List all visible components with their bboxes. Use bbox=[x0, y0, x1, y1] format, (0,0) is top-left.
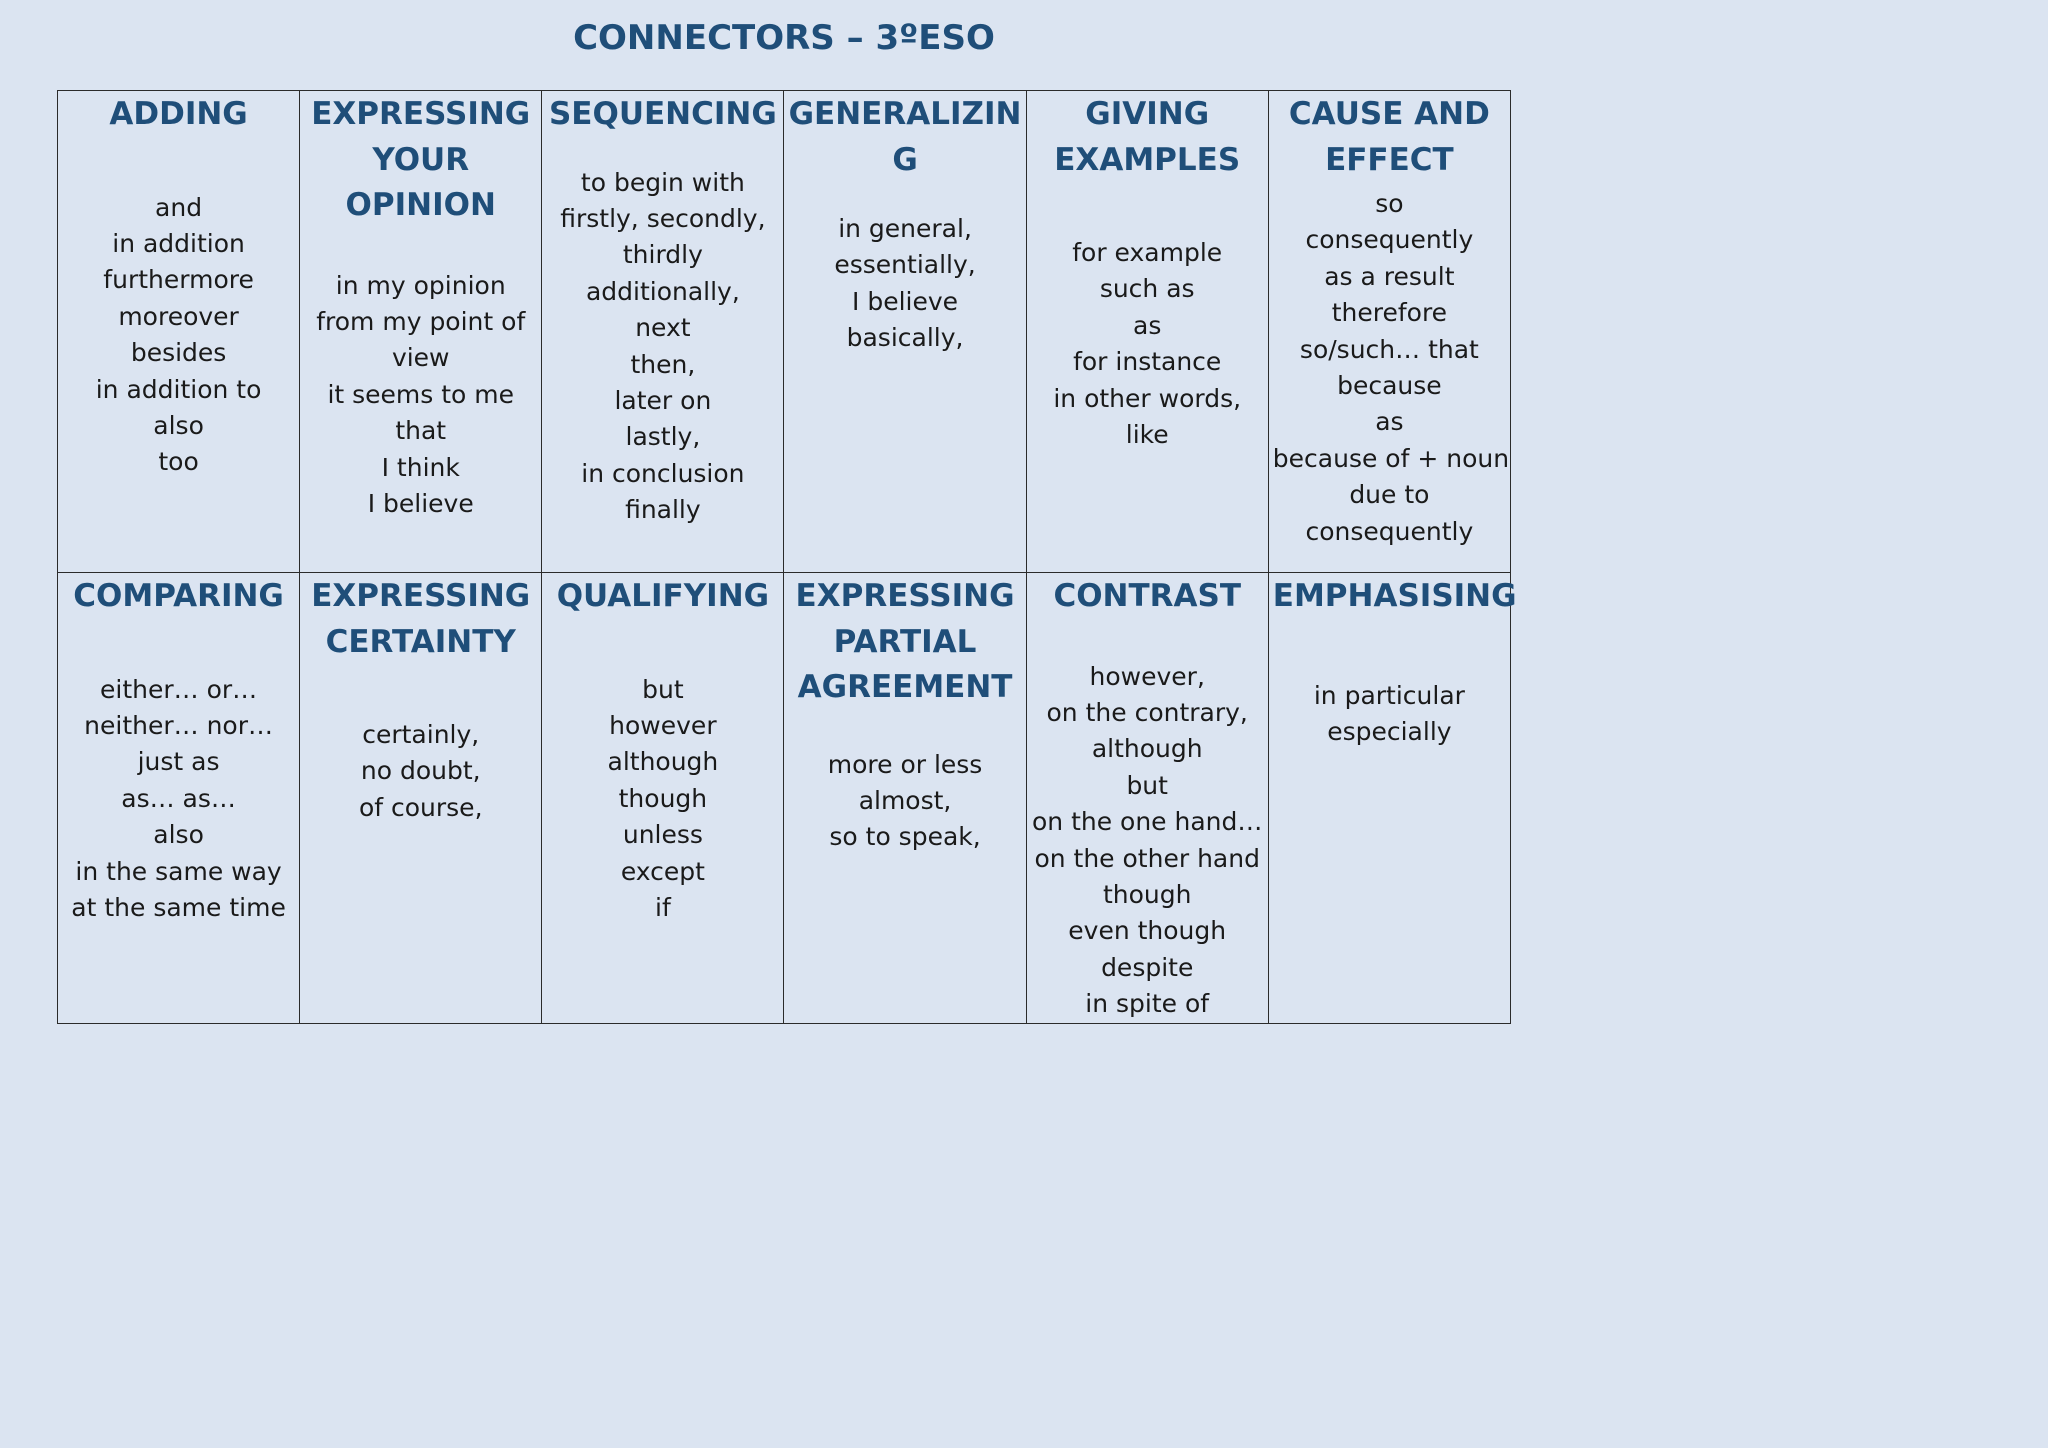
connector-item: because bbox=[1337, 371, 1442, 401]
connector-item: next bbox=[635, 313, 691, 343]
category-cell-generalizin-g bbox=[784, 91, 1026, 573]
category-heading bbox=[62, 574, 295, 620]
connector-item: also bbox=[153, 820, 204, 850]
category-heading bbox=[788, 92, 1021, 183]
category-cell-emphasising bbox=[1268, 573, 1517, 1024]
connector-item: especially bbox=[1327, 716, 1452, 746]
connector-item: in particular bbox=[1313, 680, 1465, 710]
connector-item: such as bbox=[1099, 274, 1195, 304]
category-heading bbox=[62, 92, 295, 138]
connector-item: in addition to bbox=[95, 374, 262, 404]
category-heading-line: YOUR bbox=[372, 141, 470, 178]
connector-item: in general, bbox=[838, 214, 972, 243]
connector-item: although bbox=[607, 747, 719, 777]
category-heading-line: SEQUENCING bbox=[548, 96, 777, 132]
connector-item: furthermore bbox=[103, 265, 254, 295]
connector-item: finally bbox=[625, 495, 701, 525]
connector-item: from my point of bbox=[316, 306, 526, 336]
connector-list bbox=[304, 268, 537, 523]
category-cell-expressing-partial-agreement bbox=[784, 573, 1026, 1024]
connector-item: on the contrary, bbox=[1046, 697, 1248, 727]
connector-item: consequently bbox=[1305, 225, 1474, 255]
connector-item: as… as… bbox=[121, 783, 236, 813]
connector-item: also bbox=[153, 410, 204, 440]
connector-item: firstly, secondly, bbox=[560, 203, 766, 233]
connector-item: too bbox=[158, 447, 199, 477]
connector-item: I think bbox=[381, 452, 460, 482]
connector-item: to begin with bbox=[580, 167, 745, 197]
category-heading bbox=[546, 92, 779, 138]
connector-item: in conclusion bbox=[581, 458, 745, 488]
connector-item: so/such… that bbox=[1299, 334, 1479, 364]
category-heading-line: EXPRESSING bbox=[311, 578, 531, 614]
connector-item: besides bbox=[130, 338, 227, 368]
category-heading-line: PARTIAL bbox=[833, 623, 977, 660]
connector-item: as bbox=[1133, 310, 1162, 340]
connector-item: because of + noun bbox=[1272, 443, 1510, 473]
connector-item: though bbox=[1102, 879, 1192, 909]
category-cell-cause-and-effect bbox=[1268, 91, 1510, 573]
connector-item: no doubt, bbox=[360, 756, 481, 786]
connector-item: essentially, bbox=[834, 250, 976, 280]
category-heading-line: EXPRESSING bbox=[795, 578, 1015, 614]
connector-list bbox=[788, 211, 1021, 357]
connector-item: even though bbox=[1068, 916, 1227, 946]
category-cell-comparing bbox=[58, 573, 300, 1024]
connector-list bbox=[1031, 659, 1264, 1023]
category-heading-line: GIVING bbox=[1085, 96, 1210, 132]
category-heading-line: EFFECT bbox=[1325, 141, 1454, 178]
connector-item: of course, bbox=[358, 792, 483, 822]
connector-item: if bbox=[655, 892, 671, 922]
category-heading-line: G bbox=[892, 141, 918, 178]
category-heading-line: QUALIFYING bbox=[556, 578, 770, 614]
category-heading-line: AGREEMENT bbox=[797, 669, 1013, 705]
category-heading bbox=[1272, 574, 1517, 620]
connector-item: moreover bbox=[118, 301, 239, 331]
connector-item: on the one hand… bbox=[1031, 807, 1263, 837]
category-heading-line: EXAMPLES bbox=[1054, 141, 1241, 178]
connector-item: except bbox=[620, 856, 705, 886]
connector-item: lastly, bbox=[625, 422, 701, 452]
connector-item: thirdly bbox=[622, 240, 703, 270]
category-heading-line: EMPHASISING bbox=[1272, 578, 1517, 614]
connector-item: more or less bbox=[827, 749, 983, 779]
connector-item: that bbox=[395, 416, 447, 446]
connector-item: at the same time bbox=[71, 892, 286, 922]
connector-item: therefore bbox=[1331, 298, 1448, 328]
table-row bbox=[58, 573, 1511, 1024]
connectors-table-body bbox=[58, 91, 1517, 1024]
connector-item: in the same way bbox=[75, 856, 282, 886]
connector-item: like bbox=[1125, 420, 1169, 450]
category-cell-qualifying bbox=[542, 573, 784, 1024]
connector-item: due to bbox=[1349, 480, 1430, 510]
category-cell-giving-examples bbox=[1026, 91, 1268, 573]
category-cell-adding bbox=[58, 91, 300, 573]
connector-item: just as bbox=[137, 747, 220, 777]
connector-item: on the other hand bbox=[1034, 843, 1260, 873]
connector-item: basically, bbox=[846, 323, 964, 353]
connector-list bbox=[62, 672, 295, 927]
connector-item: it seems to me bbox=[327, 379, 515, 409]
connector-item: for instance bbox=[1073, 347, 1222, 377]
connector-item: certainly, bbox=[362, 720, 480, 749]
category-heading bbox=[788, 574, 1021, 711]
connector-item: in spite of bbox=[1085, 989, 1210, 1019]
connector-item: either… or… bbox=[100, 674, 258, 704]
category-heading-line: GENERALIZIN bbox=[788, 96, 1022, 132]
category-heading-line: CONTRAST bbox=[1053, 578, 1241, 614]
connector-list bbox=[788, 747, 1021, 856]
category-heading-line: COMPARING bbox=[73, 578, 284, 614]
connector-list bbox=[546, 165, 779, 529]
connector-item: but bbox=[1126, 770, 1168, 800]
category-heading bbox=[1031, 92, 1264, 183]
connector-list bbox=[304, 717, 537, 826]
connector-list bbox=[1273, 678, 1506, 751]
category-heading-line: ADDING bbox=[109, 96, 248, 132]
connector-list bbox=[62, 190, 295, 481]
connector-list bbox=[1272, 186, 1510, 550]
category-heading bbox=[304, 574, 537, 665]
page-title: CONNECTORS – 3ºESO bbox=[573, 18, 995, 58]
connector-item: almost, bbox=[858, 785, 952, 815]
connector-item: so to speak, bbox=[829, 822, 981, 852]
category-cell-expressing-your-opinion bbox=[300, 91, 542, 573]
connector-item: in other words, bbox=[1053, 383, 1242, 413]
connector-item: later on bbox=[614, 385, 712, 415]
connector-item: consequently bbox=[1305, 516, 1474, 546]
connector-item: and bbox=[155, 192, 203, 222]
category-cell-expressing-certainty bbox=[300, 573, 542, 1024]
category-cell-contrast bbox=[1026, 573, 1268, 1024]
category-heading-line: EXPRESSING bbox=[311, 96, 531, 132]
connector-list bbox=[1031, 235, 1264, 453]
connector-item: although bbox=[1091, 734, 1203, 764]
category-heading bbox=[1031, 574, 1264, 620]
connector-item: neither… nor… bbox=[84, 710, 273, 740]
connector-item: I believe bbox=[852, 286, 959, 316]
category-heading bbox=[546, 574, 779, 620]
connectors-table bbox=[57, 90, 1517, 1024]
connector-item: I believe bbox=[367, 488, 474, 518]
table-row bbox=[58, 91, 1511, 573]
connector-item: but bbox=[642, 674, 684, 704]
connector-item: however bbox=[609, 710, 717, 740]
connector-item: however, bbox=[1089, 661, 1205, 691]
connector-item: as a result bbox=[1324, 261, 1455, 291]
category-heading bbox=[304, 92, 537, 229]
connector-item: as bbox=[1375, 407, 1404, 437]
connector-item: view bbox=[391, 343, 450, 373]
connector-item: additionally, bbox=[585, 276, 740, 306]
category-heading bbox=[1273, 92, 1506, 183]
category-heading-line: OPINION bbox=[345, 187, 496, 223]
connector-item: though bbox=[618, 783, 708, 813]
connector-item: then, bbox=[630, 349, 696, 379]
connector-item: for example bbox=[1072, 238, 1223, 267]
category-heading-line: CERTAINTY bbox=[325, 623, 516, 660]
connector-item: despite bbox=[1101, 952, 1194, 982]
category-cell-sequencing bbox=[542, 91, 784, 573]
connector-item: in addition bbox=[112, 228, 245, 258]
connector-item: in my opinion bbox=[335, 270, 506, 300]
connector-item: unless bbox=[622, 820, 703, 850]
connector-item: so bbox=[1375, 189, 1404, 218]
category-heading-line: CAUSE AND bbox=[1288, 96, 1490, 132]
connector-list bbox=[546, 672, 779, 927]
